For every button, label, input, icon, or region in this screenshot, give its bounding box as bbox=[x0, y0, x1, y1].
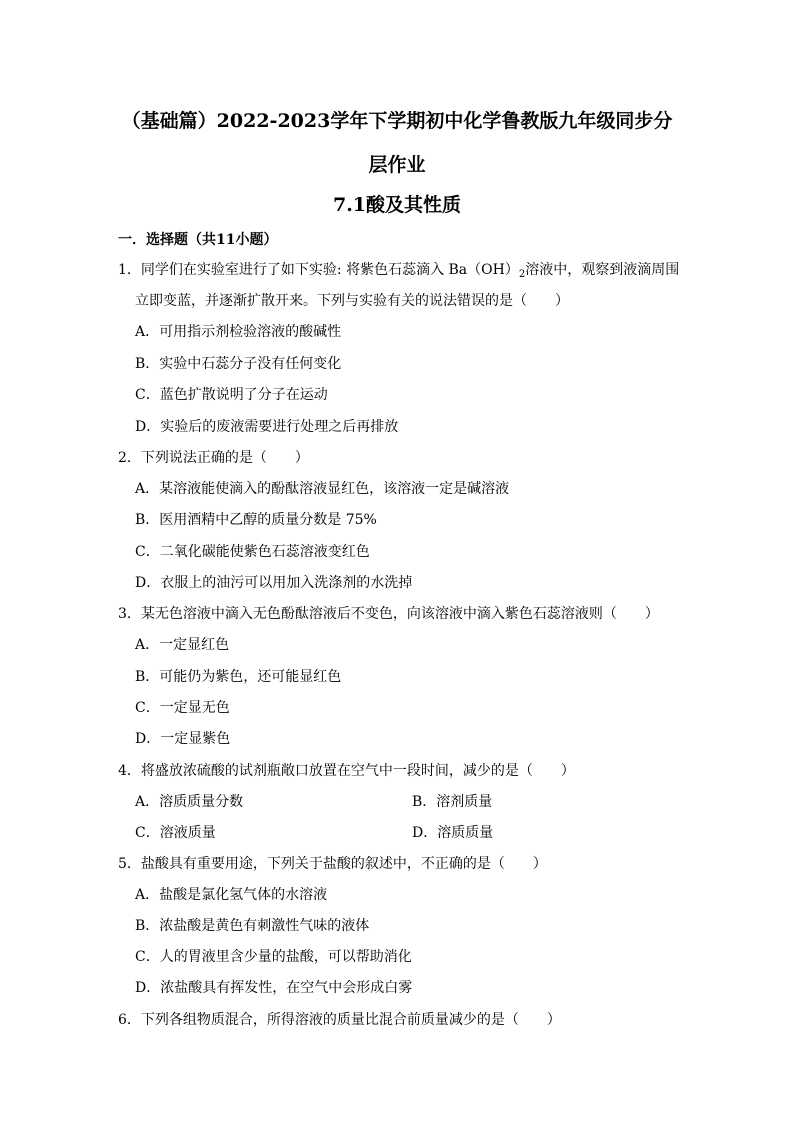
q4-option-d: D．溶质质量 bbox=[412, 825, 494, 841]
q3-option-d: D．一定显紫色 bbox=[135, 731, 231, 747]
q1-option-b: B．实验中石蕊分子没有任何变化 bbox=[135, 356, 342, 372]
question-1-stem-line-1 bbox=[118, 259, 679, 280]
q3-option-a: A．一定显红色 bbox=[135, 637, 230, 653]
question-1-stem-line-2: 立即变蓝，并逐渐扩散开来。下列与实验有关的说法错误的是（ ） bbox=[135, 293, 569, 309]
q5-option-a: A．盐酸是氯化氢气体的水溶液 bbox=[135, 887, 328, 903]
chapter-title: 7.1酸及其性质 bbox=[332, 194, 462, 216]
q4-option-c: C．溶液质量 bbox=[135, 825, 216, 841]
q4-option-a: A．溶质质量分数 bbox=[135, 794, 244, 810]
q2-option-b: B．医用酒精中乙醇的质量分数是 75% bbox=[135, 512, 377, 528]
section-heading: 一．选择题（共11小题） bbox=[118, 232, 278, 248]
question-2-stem: 2．下列说法正确的是（ ） bbox=[118, 450, 309, 466]
q1-stem-part-b: 溶液中，观察到液滴周围 bbox=[525, 262, 680, 278]
q1-stem-part-a: 1．同学们在实验室进行了如下实验: 将紫色石蕊滴入 Ba（OH） bbox=[118, 262, 519, 278]
question-3-stem: 3．某无色溶液中滴入无色酚酞溶液后不变色，向该溶液中滴入紫色石蕊溶液则（ ） bbox=[118, 606, 659, 622]
q5-option-d: D．浓盐酸具有挥发性，在空气中会形成白雾 bbox=[135, 980, 413, 996]
title-line-2: 层作业 bbox=[368, 154, 426, 176]
question-5-stem: 5．盐酸具有重要用途，下列关于盐酸的叙述中，不正确的是（ ） bbox=[118, 856, 547, 872]
q4-option-b: B．溶剂质量 bbox=[412, 794, 493, 810]
q1-option-c: C．蓝色扩散说明了分子在运动 bbox=[135, 387, 328, 403]
q2-option-a: A．某溶液能使滴入的酚酞溶液显红色，该溶液一定是碱溶液 bbox=[135, 481, 510, 497]
q1-subscript: 2 bbox=[518, 269, 526, 280]
question-4-stem: 4．将盛放浓硫酸的试剂瓶敞口放置在空气中一段时间，减少的是（ ） bbox=[118, 763, 575, 779]
q5-option-c: C．人的胃液里含少量的盐酸，可以帮助消化 bbox=[135, 949, 412, 965]
q2-option-d: D．衣服上的油污可以用加入洗涤剂的水洗掉 bbox=[135, 575, 413, 591]
question-6-stem: 6．下列各组物质混合，所得溶液的质量比混合前质量减少的是（ ） bbox=[118, 1012, 561, 1028]
q2-option-c: C．二氧化碳能使紫色石蕊溶液变红色 bbox=[135, 544, 370, 560]
q1-option-d: D．实验后的废液需要进行处理之后再排放 bbox=[135, 419, 399, 435]
q5-option-b: B．浓盐酸是黄色有刺激性气味的液体 bbox=[135, 918, 370, 934]
q1-option-a: A．可用指示剂检验溶液的酸碱性 bbox=[135, 324, 342, 340]
q3-option-b: B．可能仍为紫色，还可能显红色 bbox=[135, 669, 342, 685]
q3-option-c: C．一定显无色 bbox=[135, 700, 230, 716]
title-line-1: （基础篇）2022-2023学年下学期初中化学鲁教版九年级同步分 bbox=[121, 110, 673, 132]
